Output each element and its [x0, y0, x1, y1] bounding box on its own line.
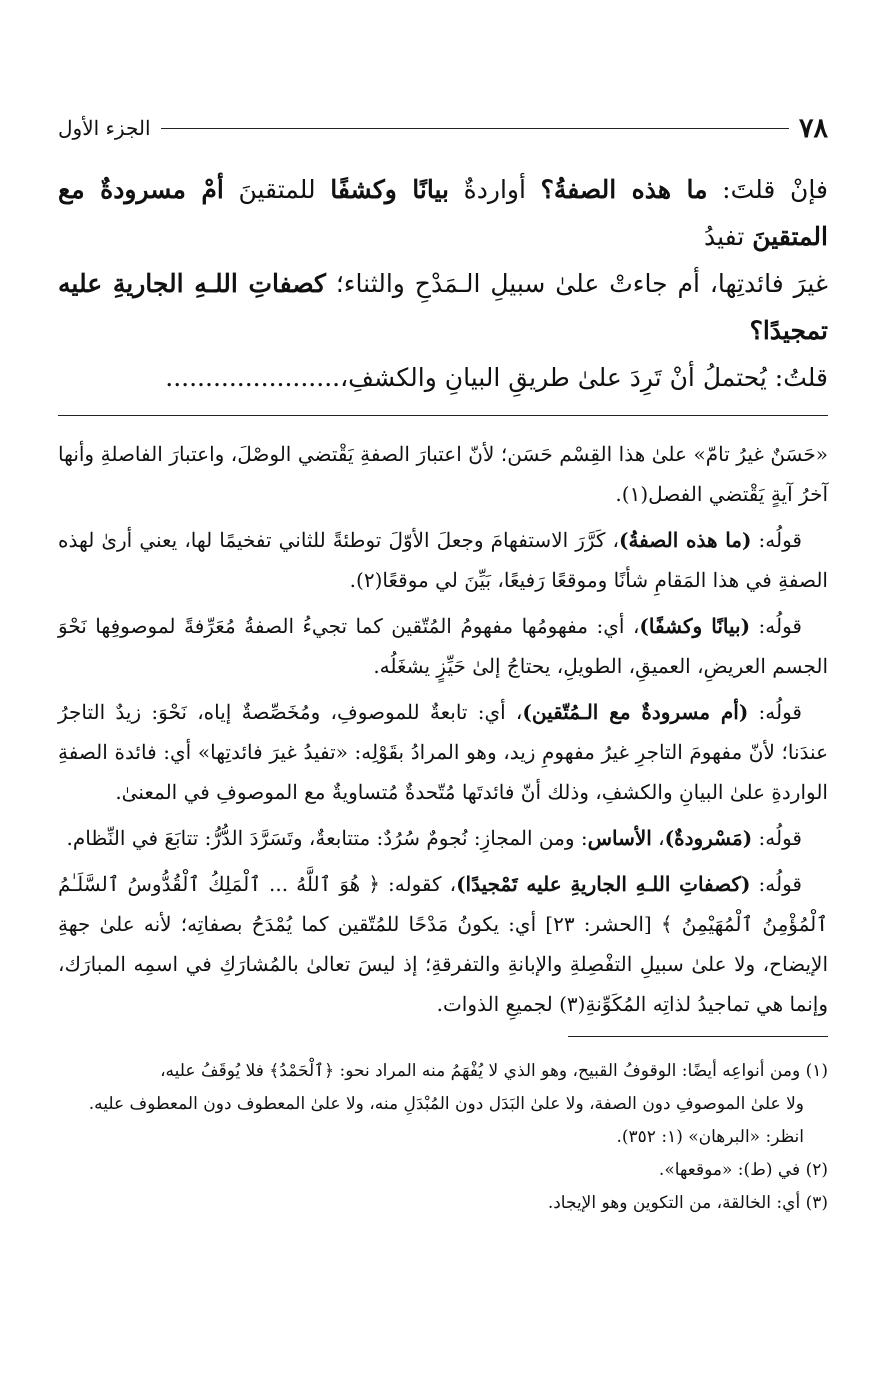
main-text-emphasis: كصفاتِ اللـهِ الجاريةِ عليه تمجيدًا؟ [58, 269, 828, 345]
main-text-emphasis: ما هذه الصفةُ؟ [540, 175, 708, 204]
commentary-paragraph [58, 692, 828, 812]
page-number: ٧٨ [798, 112, 828, 144]
footnote-1-reference: انظر: «البرهان» (١: ٣٥٢). [616, 1127, 804, 1147]
main-text-segment: تفيدُ [704, 222, 753, 251]
main-text [58, 166, 828, 401]
commentary-body: ، كقوله: ﴿ هُوَ ٱللَّهُ ... ٱلْمَلِكُ ٱلْقُدُّوسُ ٱلسَّلَـٰمُ ٱلْمُؤْمِنُ ٱلْمُهَيْمِنُ ﴾ [الحشر: ٢٣] أي: يكونُ مَدْحًا للمُتّقين كما يُمْدَحُ بصفاتِه؛ لأنه علىٰ جهةِ الإيضاح، ولا علىٰ سبيلِ التفْصِلةِ والإبانةِ والتفرقةِ؛ إذ ليسَ تعالىٰ بالمُشارَكِ في اسمِه المبارَك، وإنما هي تماجيدُ لذاتِه المُكَوِّنةِ(٣) لجميعِ الذوات. [58, 872, 828, 1016]
main-text-divider [58, 415, 828, 416]
footnote-2: (٢) في (ط): «موقعها». [658, 1160, 828, 1180]
commentary-lead: قولُه: [751, 528, 802, 552]
commentary-paragraph: «حَسَنٌ غيرُ تامّ» علىٰ هذا القِسْم حَسَن؛ لأنّ اعتبارَ الصفةِ يَقْتضي الوصْلَ، واعتبارَ الفاصلةِ وأنها آخرُ آيةٍ يَقْتضي الفصل(١). [58, 442, 828, 506]
commentary-lemma: (كصفاتِ اللـهِ الجاريةِ عليه تَمْجيدًا) [456, 872, 751, 896]
main-text-emphasis: أمْ مسرودةٌ مع المتقينَ [58, 175, 828, 251]
commentary-source: الأساس [587, 826, 652, 850]
footnote-1-continuation: ولا علىٰ الموصوفِ دون الصفة، ولا علىٰ البَدَل دون المُبْدَلِ منه، ولا علىٰ المعطوف دون المعطوف عليه. [88, 1094, 804, 1114]
commentary-lemma: (ما هذه الصفةُ) [619, 528, 752, 552]
commentary-lead: قولُه: [750, 614, 802, 638]
commentary-body: ، أي: مفهومُها مفهومُ المُتّقين كما تجيءُ الصفةُ مُعَرِّفةً لموصوفِها نَحْوَ الجسم العريضِ، العميقِ، الطويلِ، يحتاجُ إلىٰ حَيِّزٍ يشغَلُه. [58, 614, 828, 678]
main-text-segment: قلتُ: يُحتملُ أنْ تَرِدَ علىٰ طريقِ البيانِ والكشفِ،...................... [165, 363, 828, 392]
footnote-divider [568, 1036, 828, 1037]
book-page [58, 108, 828, 1220]
header-rule [161, 128, 789, 129]
main-text-line [58, 260, 828, 354]
main-text-segment: أواردةٌ [448, 175, 541, 204]
main-text-segment: للمتقينَ [223, 175, 331, 204]
commentary-lemma: (أم مسرودةٌ مع الـمُتّقين) [522, 700, 749, 724]
commentary-separator: ، [651, 826, 665, 850]
footnote-1: (١) ومن أنواعِه أيضًا: الوقوفُ القبيح، وهو الذي لا يُفْهَمُ منه المراد نحو: ﴿ٱلْحَمْدُ﴾ فلا يُوقَفُ عليه، [160, 1061, 828, 1081]
main-text-segment: غيرَ فائدتِها، أم جاءتْ علىٰ سبيلِ الـمَدْحِ والثناء؛ [325, 269, 829, 298]
main-text-emphasis: بيانًا وكشفًا [330, 175, 449, 204]
commentary-body: ، أي: تابعةٌ للموصوفِ، ومُخَصِّصةٌ إياه، نَحْوَ: زيدٌ التاجرُ عندَنا؛ لأنّ مفهومَ التاجرِ غيرُ مفهومِ زيد، وهو المرادُ بقَوْلِه: «تفيدُ غيرَ فائدتِها» أي: فائدة الصفةِ الواردةِ علىٰ البيانِ والكشفِ، وذلك أنّ فائدتَها مُتّحدةٌ مُتساويةٌ مع الموصوفِ في المعنىٰ. [58, 700, 828, 804]
main-text-line [58, 354, 828, 401]
commentary-body: : ومن المجازِ: نُجومٌ سُرُدٌ: متتابعةٌ، وتَسَرَّدَ الدُّرُّ: تتابَعَ في النِّظام. [66, 826, 588, 850]
footnotes [58, 1055, 828, 1220]
commentary-body: ، كَرَّرَ الاستفهامَ وجعلَ الأوّلَ توطئةً للثاني تفخيمًا لها، يعني أرىٰ لهذه الصفةِ في هذا المَقامِ شأنًا وموقعًا رَفيعًا، بَيِّنَ لي موقعًا(٢). [58, 528, 828, 592]
commentary-paragraph [58, 606, 828, 686]
commentary-paragraph [58, 520, 828, 600]
commentary-lead: قولُه: [752, 826, 802, 850]
commentary-paragraph [58, 818, 828, 858]
page-header [58, 108, 828, 148]
commentary-lemma: (مَسْرودةٌ) [664, 826, 753, 850]
footnote-3: (٣) أي: الخالقة، من التكوين وهو الإيجاد. [547, 1193, 828, 1213]
commentary-lead: قولُه: [750, 872, 802, 896]
main-text-segment: فإنْ قلتَ: [707, 175, 828, 204]
main-text-line [58, 166, 828, 260]
commentary-lemma: (بيانًا وكشفًا) [639, 614, 751, 638]
commentary-lead: قولُه: [748, 700, 802, 724]
commentary [58, 434, 828, 1024]
commentary-paragraph [58, 864, 828, 1024]
running-title: الجزء الأول [58, 116, 151, 140]
